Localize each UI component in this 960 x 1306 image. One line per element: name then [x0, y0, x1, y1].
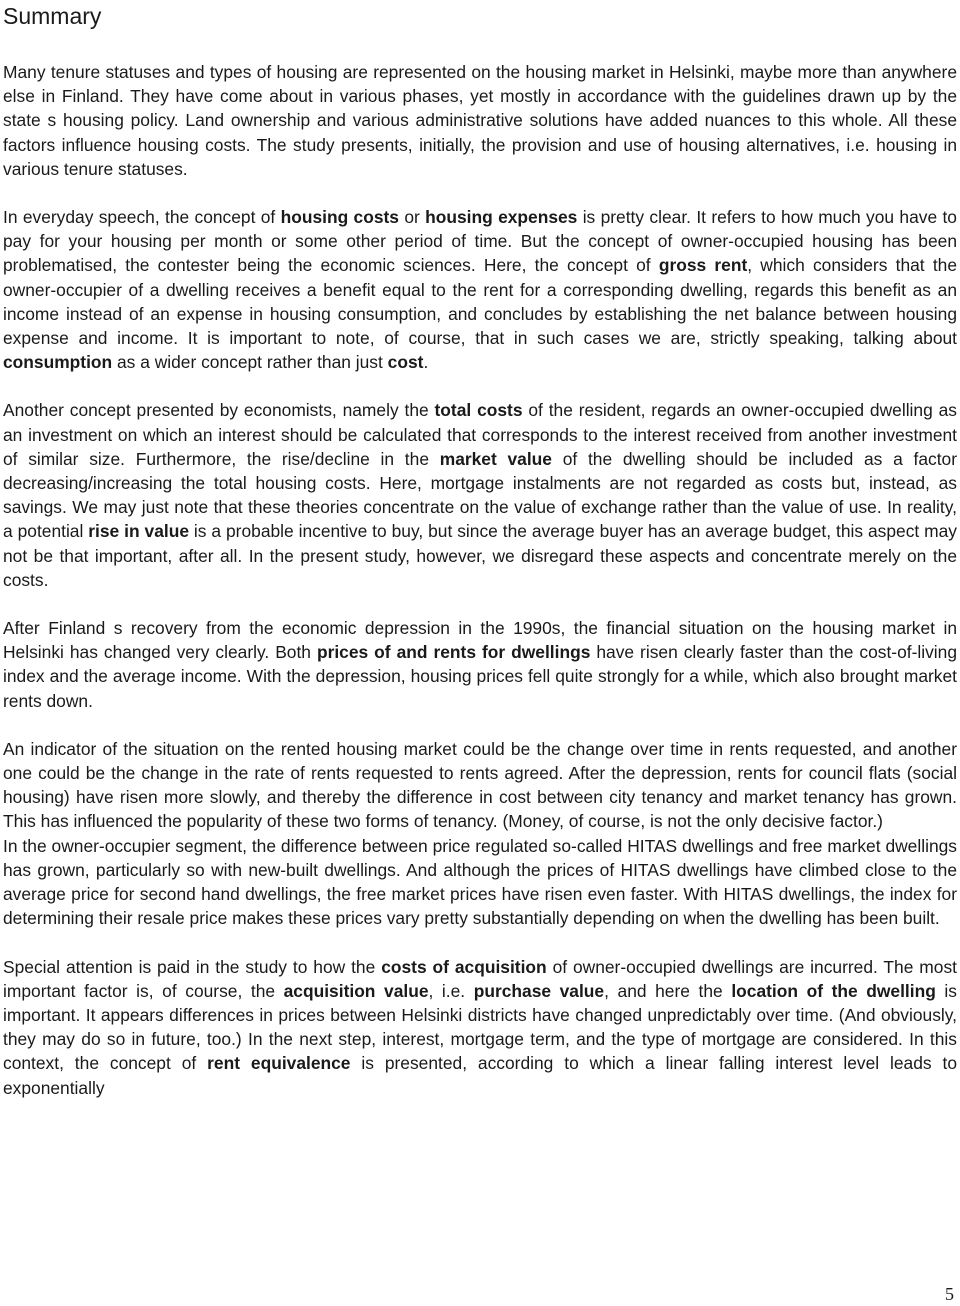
page-number: 5 — [945, 1284, 954, 1304]
text-run: , which considers that the owner-occupier of a dwelling receives a benefit equal to the rent for a corresponding dwelling, regards this benefit as an income instead of an expense in housing consumption, and concludes by establishing the net balance between housing expense and income. It is important to note, of course, that in such cases we are, strictly speaking, talking about — [3, 255, 958, 349]
text-run: is important. It appears differences in prices between Helsinki districts have changed unpredictably over time. (And obviously, they may do so in future, too.) In the next step, interest, mortgage term, and the type of mortgage are considered. In this context, the concept of — [3, 980, 957, 1074]
document-page — [3, 0, 957, 1100]
paragraph — [3, 955, 957, 1100]
text-run: Many tenure statuses and types of housing are represented on the housing market in Helsinki, maybe more than anywhere else in Finland. They have come about in various phases, yet mostly in accordance with the guidelines drawn up by the state s housing policy. Land ownership and various administrative solutions have added nuances to this whole. All these factors influence housing costs. The study presents, initially, the provision and use of housing alternatives, i.e. housing in various tenure statuses. — [3, 62, 957, 179]
bold-term: purchase value — [473, 980, 605, 1001]
text-run: After Finland s recovery from the economic depression in the 1990s, the financial situation on the housing market in Helsinki has changed very clearly. Both — [3, 618, 957, 663]
bold-term: location of the dwelling — [731, 980, 936, 1001]
text-run: or — [398, 207, 426, 228]
paragraph — [3, 616, 957, 713]
text-run: An indicator of the situation on the rented housing market could be the change over time in rents requested, and another one could be the change in the rate of rents requested to rents agreed. After the depression, rents for council flats (social housing) have risen more slowly, and thereby the difference in cost between city tenancy and market tenancy has grown. This has influenced the popularity of these two forms of tenancy. (Money, of course, is not the only decisive factor.) — [3, 738, 957, 832]
text-run: as a wider concept rather than just — [112, 352, 388, 373]
page-title: Summary — [3, 3, 102, 29]
bold-term: consumption — [3, 352, 113, 373]
bold-term: housing costs — [280, 207, 399, 228]
text-run: . — [423, 352, 429, 373]
text-run: Another concept presented by economists, namely the — [3, 400, 435, 421]
text-run: of the dwelling should be included as a factor decreasing/increasing the total housing costs. Here, mortgage instalments are not regarded as costs but, instead, as savings. We may just note that these theories concentrate on the value of exchange rather than the value of use. In reality, a potential — [3, 448, 958, 542]
text-run: is presented, according to which a linear falling interest level leads to exponentially — [3, 1053, 958, 1098]
paragraph — [3, 205, 957, 374]
text-run: is a probable incentive to buy, but since the average buyer has an average budget, this aspect may not be that important, after all. In the present study, however, we disregard these aspects and concentrate merely on the costs. — [3, 521, 957, 590]
bold-term: acquisition value — [283, 980, 429, 1001]
paragraph — [3, 398, 957, 592]
bold-term: prices of and rents for dwellings — [316, 642, 591, 663]
text-run: have risen clearly faster than the cost-of-living index and the average income. With the depression, housing prices fell quite strongly for a while, which also brought market rents down. — [3, 642, 958, 711]
bold-term: costs of acquisition — [381, 956, 547, 977]
bold-term: rent equivalence — [207, 1053, 351, 1074]
paragraph — [3, 60, 957, 181]
bold-term: cost — [387, 352, 424, 373]
paragraph — [3, 834, 957, 931]
text-run: of owner-occupied dwellings are incurred. The most important factor is, of course, the — [3, 956, 957, 1001]
text-run: In the owner-occupier segment, the difference between price regulated so-called HITAS dwellings and free market dwellings has grown, particularly so with new-built dwellings. And although the prices of HITAS dwellings have climbed close to the average price for second hand dwellings, the free market prices have risen even faster. With HITAS dwellings, the index for determining their resale price makes these prices vary pretty substantially depending on when the dwelling has been built. — [3, 835, 957, 929]
bold-term: total costs — [434, 400, 523, 421]
text-run: In everyday speech, the concept of — [3, 207, 281, 228]
bold-term: rise in value — [88, 521, 189, 542]
text-run: , i.e. — [428, 980, 474, 1001]
text-run: is pretty clear. It refers to how much you have to pay for your housing per month or some other period of time. But the concept of owner-occupied housing has been problematised, the contester being the economic sciences. Here, the concept of — [3, 207, 957, 276]
text-run: of the resident, regards an owner-occupied dwelling as an investment on which an interest should be calculated that corresponds to the interest received from another investment of similar size. Furthermore, the rise/decline in the — [3, 400, 957, 469]
text-run: , and here the — [604, 980, 732, 1001]
text-run: Special attention is paid in the study to how the — [3, 956, 382, 977]
bold-term: housing expenses — [425, 207, 578, 228]
paragraph — [3, 737, 957, 834]
bold-term: gross rent — [658, 255, 748, 276]
bold-term: market value — [439, 448, 552, 469]
